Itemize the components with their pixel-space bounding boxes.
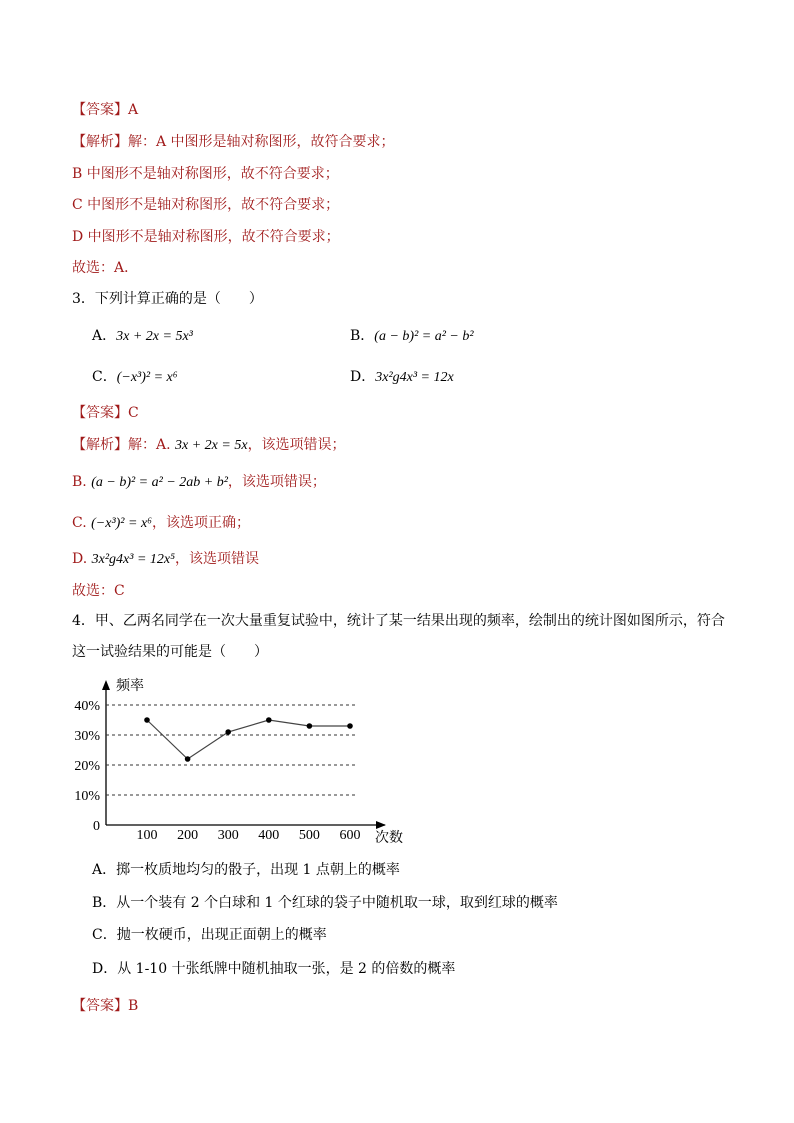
analysis-expr: (−x³)² = x⁶ xyxy=(91,516,153,531)
analysis-prefix: B. xyxy=(72,474,87,490)
option-letter: C． xyxy=(92,369,117,385)
frequency-line-chart xyxy=(70,670,403,846)
data-point xyxy=(347,723,353,729)
answer-value: A xyxy=(128,102,139,118)
analysis-tag: 【解析】 xyxy=(72,437,128,453)
q2-analysis-line-2: B 中图形不是轴对称图形，故不符合要求； xyxy=(72,166,339,182)
q3-analysis-c xyxy=(72,514,250,533)
q3-analysis-d xyxy=(72,550,259,569)
analysis-expr: 3x + 2x = 5x xyxy=(175,438,248,453)
option-expr: 3x + 2x = 5x³ xyxy=(116,329,193,344)
q2-analysis-line-3: C 中图形不是轴对称图形，故不符合要求； xyxy=(72,197,340,213)
answer-value: B xyxy=(128,998,139,1014)
q3-option-c xyxy=(92,368,178,387)
q3-stem: 3．下列计算正确的是（ ） xyxy=(72,291,263,307)
answer-value: C xyxy=(128,405,139,421)
option-expr: (a − b)² = a² − b² xyxy=(374,329,474,344)
analysis-expr: 3x²g4x³ = 12x⁵ xyxy=(91,552,175,567)
x-axis-label: 次数 xyxy=(375,831,403,846)
q4-stem-line-1: 4．甲、乙两名同学在一次大量重复试验中，统计了某一结果出现的频率，绘制出的统计图如图所示，符合 xyxy=(72,613,725,629)
analysis-expr: (a − b)² = a² − 2ab + b² xyxy=(91,475,228,490)
x-tick-label: 600 xyxy=(339,828,361,843)
analysis-tag: 【解析】 xyxy=(72,134,128,150)
analysis-prefix: 解：A. xyxy=(128,437,171,453)
answer-tag: 【答案】 xyxy=(72,102,128,118)
q4-answer xyxy=(72,997,138,1015)
q3-option-b xyxy=(350,327,474,346)
x-tick-label: 500 xyxy=(298,828,320,843)
series-line xyxy=(147,720,350,759)
analysis-prefix: C. xyxy=(72,515,87,531)
y-tick-label: 40% xyxy=(74,699,100,714)
q2-answer xyxy=(72,101,138,119)
analysis-suffix: ，该选项正确； xyxy=(152,515,251,531)
q4-option-d: D．从 1-10 十张纸牌中随机抽取一张，是 2 的倍数的概率 xyxy=(92,961,456,977)
y-axis-label: 频率 xyxy=(116,679,144,694)
q4-option-a: A．掷一枚质地均匀的骰子，出现 1 点朝上的概率 xyxy=(92,862,400,878)
data-point xyxy=(225,729,231,735)
x-tick-label: 300 xyxy=(217,828,239,843)
q3-option-a xyxy=(92,327,193,346)
x-tick-label: 400 xyxy=(258,828,280,843)
y-tick-label: 0 xyxy=(93,819,100,834)
q3-option-d xyxy=(350,368,454,387)
y-axis-arrow xyxy=(102,680,110,690)
q3-answer xyxy=(72,404,139,422)
option-expr: 3x²g4x³ = 12x xyxy=(375,370,454,385)
option-expr: (−x³)² = x⁶ xyxy=(116,370,178,385)
q3-conclusion: 故选：C xyxy=(72,583,125,599)
q4-option-b: B．从一个装有 2 个白球和 1 个红球的袋子中随机取一球，取到红球的概率 xyxy=(92,895,558,911)
analysis-suffix: ，该选项错误； xyxy=(247,437,346,453)
option-letter: B． xyxy=(350,328,375,344)
x-tick-label: 100 xyxy=(136,828,158,843)
q2-conclusion: 故选：A． xyxy=(72,260,139,276)
data-point xyxy=(144,717,150,723)
y-tick-label: 30% xyxy=(74,729,100,744)
option-letter: D． xyxy=(350,369,376,385)
analysis-text: 解：A 中图形是轴对称图形，故符合要求； xyxy=(128,134,395,150)
q2-analysis-line-4: D 中图形不是轴对称图形，故不符合要求； xyxy=(72,229,340,245)
q3-analysis-b xyxy=(72,473,326,492)
analysis-suffix: ，该选项错误； xyxy=(227,474,326,490)
option-letter: A． xyxy=(92,328,117,344)
y-tick-label: 20% xyxy=(74,759,100,774)
answer-tag: 【答案】 xyxy=(72,405,128,421)
q2-analysis-line-1 xyxy=(72,133,395,151)
answer-tag: 【答案】 xyxy=(72,998,128,1014)
q4-stem-line-2: 这一试验结果的可能是（ ） xyxy=(72,644,268,660)
x-tick-label: 200 xyxy=(177,828,199,843)
analysis-prefix: D. xyxy=(72,551,88,567)
q3-analysis-a xyxy=(72,436,346,455)
data-point xyxy=(266,717,272,723)
y-tick-label: 10% xyxy=(74,789,100,804)
q4-option-c: C．抛一枚硬币，出现正面朝上的概率 xyxy=(92,927,327,943)
data-point xyxy=(185,756,191,762)
data-point xyxy=(307,723,313,729)
analysis-suffix: ，该选项错误 xyxy=(175,551,259,567)
x-axis-arrow xyxy=(376,821,386,829)
